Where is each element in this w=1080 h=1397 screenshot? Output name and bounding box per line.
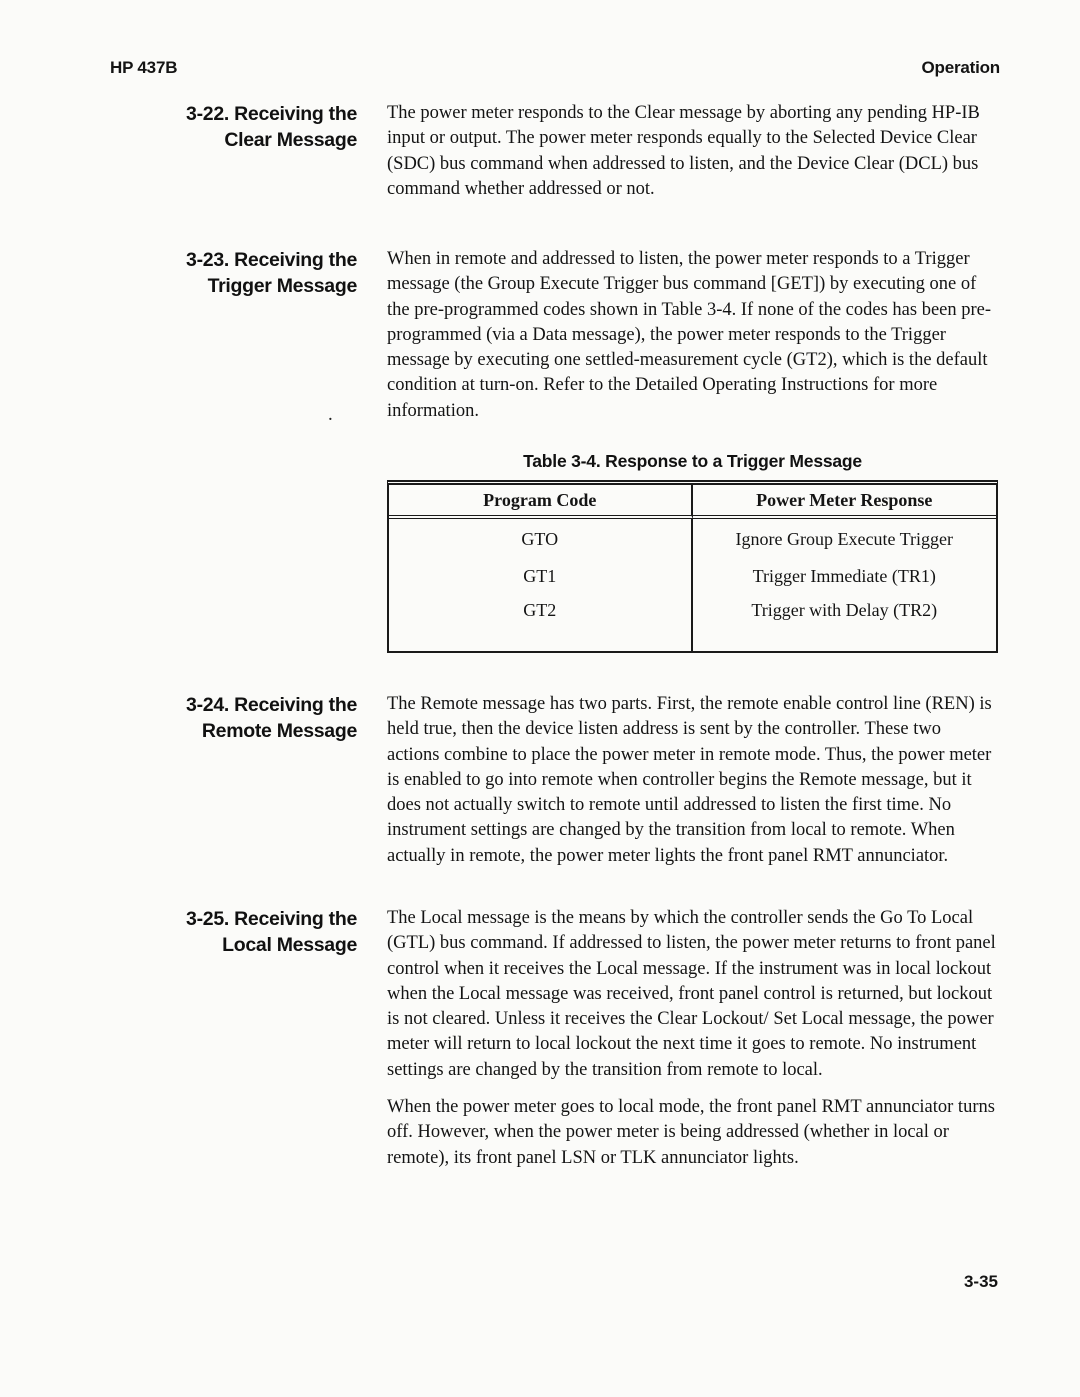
table-caption: Table 3-4. Response to a Trigger Message [523,451,862,471]
section-heading [110,247,357,424]
section-heading [110,692,357,869]
paragraph: The Remote message has two parts. First, the remote enable control line (REN) is held true, then the device listen address is sent by the controller. These two actions combine to place the power meter in remote mode. Thus, the power meter is enabled to go into remote when controller begins the Remote message, but it does not actually switch to remote until addressed to listen the first time. No instrument settings are changed by the transition from local to remote. When actually in remote, the power meter lights the front panel RMT annunciator. [387,694,992,866]
section-heading [110,906,357,1171]
section-heading-line1: 3-22. Receiving the [186,103,357,125]
section-3-23 [110,247,998,424]
section-3-25 [110,906,998,1171]
table-filler-cell [693,627,997,651]
table-column-header-program-code: Program Code [389,485,693,519]
paragraph: The Local message is the means by which the controller sends the Go To Local (GTL) bus command. If addressed to listen, the power meter returns to front panel control when it receives the Local message. If the instrument was in local lockout when the Local message was received, front panel control is returned, but lockout is not cleared. Unless it receives the Clear Lockout/ Set Local message, the power meter will return to local lockout the next time it goes to remote. No instrument settings are changed by the transition from remote to local. [387,908,996,1080]
section-body [387,247,998,424]
table-column-header-response: Power Meter Response [693,485,997,519]
section-heading-line1: 3-24. Receiving the [186,694,357,716]
paragraph: When in remote and addressed to listen, the power meter responds to a Trigger message (the Group Execute Trigger bus command [GET]) by executing one of the pre-programmed codes shown in Table 3-4. If none of the codes has been pre-programmed (via a Data message), the power meter responds to the Trigger message by executing one settled-measurement cycle (GT2), which is the default condition at turn-on. Refer to the Detailed Operating Instructions for more information. [387,249,992,421]
paragraph: When the power meter goes to local mode, the front panel RMT annunciator turns off. However, when the power meter is being addressed (whether in local or remote), its front panel LSN or TLK annunciator lights. [387,1097,995,1168]
section-body [387,906,998,1171]
section-heading-line1: 3-23. Receiving the [186,249,357,271]
table-cell-response: Ignore Group Execute Trigger [735,528,953,549]
section-body [387,692,998,869]
scan-artifact-period: . [328,404,333,425]
paragraph: The power meter responds to the Clear message by aborting any pending HP-IB input or output. The power meter responds equally to the Selected Device Clear (SDC) bus command when addressed to listen, and the Device Clear (DCL) bus command whether addressed or not. [387,103,980,199]
model-number: HP 437B [110,58,178,77]
table-cell-code: GT1 [389,559,693,593]
section-heading-line2: Local Message [222,934,357,956]
table-filler-cell [389,627,693,651]
page-header [110,58,1000,78]
page-number: 3-35 [963,1272,998,1291]
section-heading-line1: 3-25. Receiving the [186,908,357,930]
section-heading-line2: Remote Message [201,720,357,742]
table-cell-code: GTO [389,519,693,559]
section-heading-line2: Trigger Message [207,275,357,297]
section-3-22 [110,101,998,202]
chapter-title: Operation [921,58,1000,77]
table-cell-code: GT2 [389,593,693,627]
section-heading [110,101,357,202]
section-3-24 [110,692,998,869]
section-body [387,101,998,202]
table-cell-response: Trigger Immediate (TR1) [752,565,936,586]
table-cell-response: Trigger with Delay (TR2) [751,599,938,620]
section-heading-line2: Clear Message [224,129,357,151]
trigger-response-table [387,480,998,653]
